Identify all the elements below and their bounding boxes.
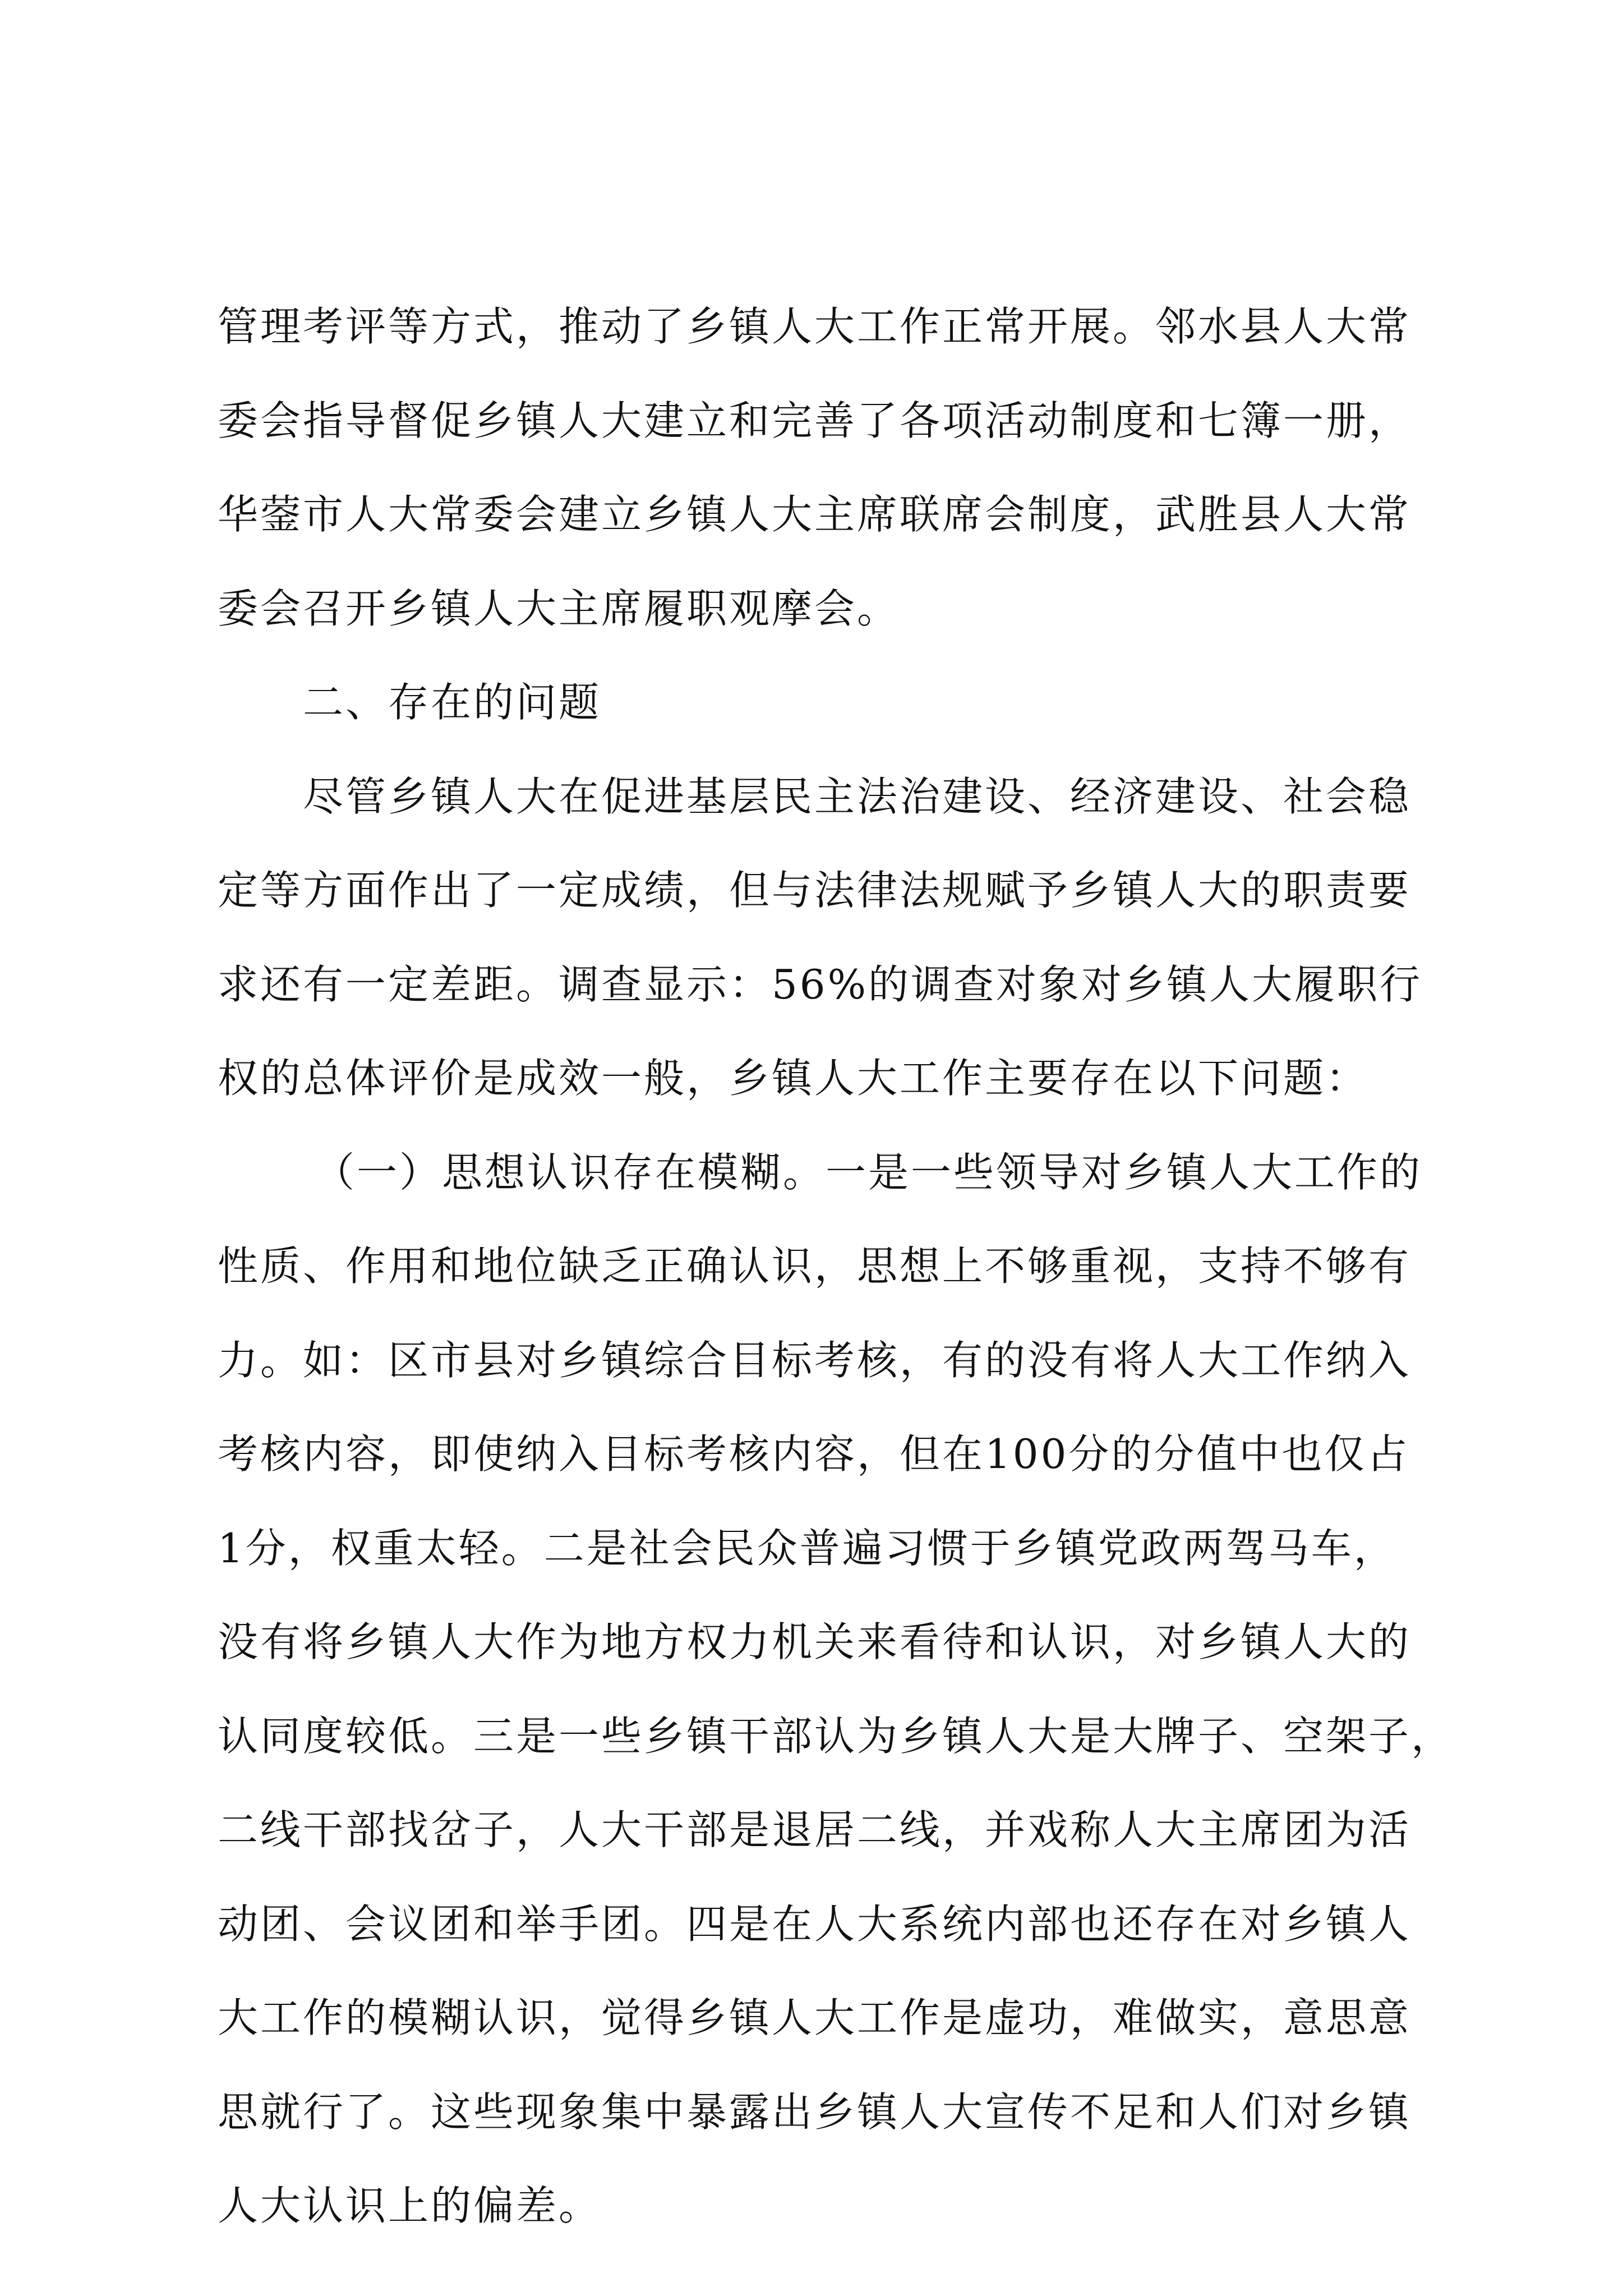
text-line: 华蓥市人大常委会建立乡镇人大主席联席会制度，武胜县人大常: [218, 491, 1412, 538]
text-line: 1分，权重太轻。二是社会民众普遍习惯于乡镇党政两驾马车，: [218, 1525, 1396, 1572]
text-line: 思就行了。这些现象集中暴露出乡镇人大宣传不足和人们对乡镇: [218, 2088, 1412, 2136]
text-line: 求还有一定差距。调查显示：56%的调查对象对乡镇人大履职行: [218, 961, 1423, 1008]
text-line: 委会召开乡镇人大主席履职观摩会。: [218, 585, 900, 632]
text-line: 委会指导督促乡镇人大建立和完善了各项活动制度和七簿一册，: [218, 397, 1412, 444]
section-heading: 二、存在的问题: [303, 679, 602, 726]
text-line: 动团、会议团和举手团。四是在人大系统内部也还存在对乡镇人: [218, 1901, 1412, 1948]
text-line: 尽管乡镇人大在促进基层民主法治建设、经济建设、社会稳: [303, 773, 1412, 820]
subsection-line: （一）思想认识存在模糊。一是一些领导对乡镇人大工作的: [314, 1149, 1423, 1196]
text-line: 二线干部找岔子，人大干部是退居二线，并戏称人大主席团为活: [218, 1806, 1412, 1853]
text-line: 认同度较低。三是一些乡镇干部认为乡镇人大是大牌子、空架子，: [218, 1713, 1454, 1760]
text-line: 管理考评等方式，推动了乡镇人大工作正常开展。邻水县人大常: [218, 303, 1412, 350]
text-line: 权的总体评价是成效一般，乡镇人大工作主要存在以下问题：: [218, 1055, 1369, 1102]
text-line: 人大认识上的偏差。: [218, 2182, 602, 2229]
text-line: 没有将乡镇人大作为地方权力机关来看待和认识，对乡镇人大的: [218, 1618, 1412, 1665]
text-line: 定等方面作出了一定成绩，但与法律法规赋予乡镇人大的职责要: [218, 867, 1412, 914]
text-line: 性质、作用和地位缺乏正确认识，思想上不够重视，支持不够有: [218, 1243, 1412, 1290]
text-line: 大工作的模糊认识，觉得乡镇人大工作是虚功，难做实，意思意: [218, 1994, 1412, 2041]
text-line: 考核内容，即使纳入目标考核内容，但在100分的分值中也仅占: [218, 1430, 1410, 1478]
text-line: 力。如：区市县对乡镇综合目标考核，有的没有将人大工作纳入: [218, 1337, 1412, 1384]
